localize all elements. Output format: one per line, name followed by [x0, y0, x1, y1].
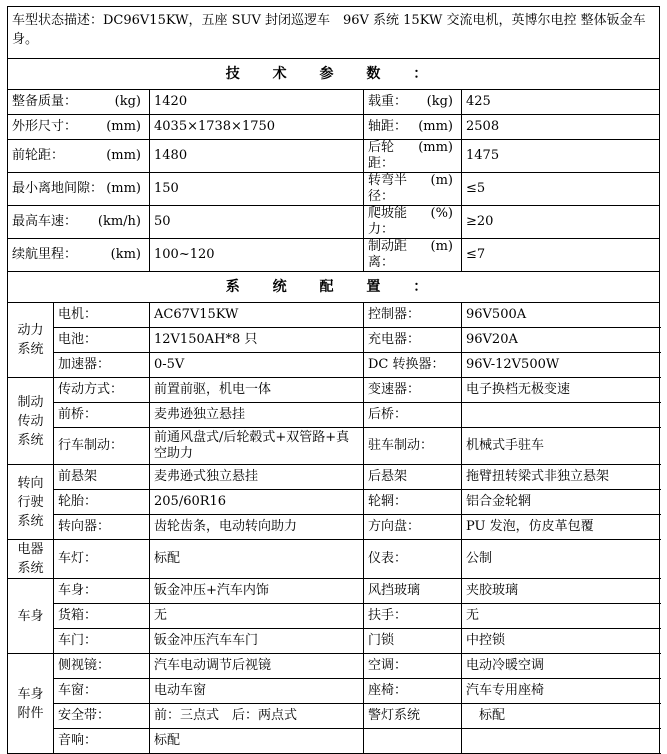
tech-param-label-wrap [368, 119, 457, 135]
tech-param-value: 150 [150, 173, 364, 206]
config-value: 机械式手驻车 [462, 428, 660, 465]
config-label: 加速器： [54, 353, 150, 378]
config-label: 后桥： [364, 403, 462, 428]
tech-param-label-wrap [12, 119, 145, 135]
config-value: AC67V15KW [150, 303, 364, 328]
config-label: 扶手： [364, 604, 462, 629]
tech-param-label-cell [8, 206, 150, 239]
config-label: 行车制动： [54, 428, 150, 465]
tech-param-label-cell [364, 239, 462, 272]
config-label: DC 转换器： [364, 353, 462, 378]
config-value: 无 [150, 604, 364, 629]
tech-param-value: ≤5 [462, 173, 660, 206]
config-row [8, 679, 660, 704]
config-value: 夹胶玻璃 [462, 579, 660, 604]
config-label: 侧视镜： [54, 654, 150, 679]
tech-param-label: 爬坡能力： [368, 206, 408, 237]
config-label: 音响： [54, 729, 150, 754]
tech-param-unit: (mm) [418, 140, 453, 155]
config-group-name: 车身 [8, 579, 54, 654]
spec-document [7, 6, 659, 754]
config-value: 205/60R16 [150, 490, 364, 515]
config-label: 轮胎： [54, 490, 150, 515]
tech-param-unit: (km/h) [97, 214, 141, 229]
config-row [8, 604, 660, 629]
config-label: 空调： [364, 654, 462, 679]
config-label [364, 729, 462, 754]
config-label: 转向器： [54, 515, 150, 540]
spec-table-body [8, 7, 660, 754]
config-label: 后悬架 [364, 465, 462, 490]
config-row [8, 515, 660, 540]
config-group-name: 动力 系统 [8, 303, 54, 378]
tech-param-value: 2508 [462, 115, 660, 140]
tech-param-label-cell [364, 140, 462, 173]
tech-param-label-wrap [368, 173, 457, 205]
config-label: 变速器： [364, 378, 462, 403]
config-value: 96V20A [462, 328, 660, 353]
spec-table [7, 6, 660, 754]
tech-param-label-wrap [368, 239, 457, 271]
config-label: 传动方式： [54, 378, 150, 403]
config-value: 汽车电动调节后视镜 [150, 654, 364, 679]
config-label: 车门： [54, 629, 150, 654]
tech-param-row [8, 140, 660, 173]
config-label: 前桥： [54, 403, 150, 428]
tech-param-label-wrap [12, 247, 145, 263]
config-row [8, 540, 660, 579]
config-label: 驻车制动： [364, 428, 462, 465]
tech-param-label-wrap [12, 181, 145, 197]
config-value [462, 403, 660, 428]
tech-param-label-cell [8, 140, 150, 173]
tech-param-label-wrap [368, 94, 457, 110]
config-value: 钣金冲压+汽车内饰 [150, 579, 364, 604]
config-value: 麦弗逊独立悬挂 [150, 403, 364, 428]
tech-param-label-cell [8, 239, 150, 272]
config-value: 前通风盘式/后轮毂式+双管路+真空助力 [150, 428, 364, 465]
config-row [8, 704, 660, 729]
tech-param-label-cell [364, 90, 462, 115]
tech-param-unit: (mm) [106, 148, 141, 163]
tech-param-unit: (mm) [106, 181, 141, 196]
config-label: 安全带： [54, 704, 150, 729]
config-row [8, 328, 660, 353]
config-value: 标配 [150, 540, 364, 579]
config-value: 标配 [150, 729, 364, 754]
tech-param-label: 前轮距： [12, 148, 65, 163]
tech-param-value: 1475 [462, 140, 660, 173]
config-group-name: 电器 系统 [8, 540, 54, 579]
config-label: 车灯： [54, 540, 150, 579]
config-row [8, 403, 660, 428]
tech-param-row [8, 206, 660, 239]
tech-param-label: 外形尺寸： [12, 119, 78, 134]
config-value: 0-5V [150, 353, 364, 378]
config-row [8, 729, 660, 754]
config-label: 前悬架 [54, 465, 150, 490]
config-label: 门锁 [364, 629, 462, 654]
tech-param-unit: (m) [430, 239, 453, 254]
tech-param-label-cell [8, 173, 150, 206]
config-label: 轮辋： [364, 490, 462, 515]
config-value: 12V150AH*8 只 [150, 328, 364, 353]
config-value: 电动冷暖空调 [462, 654, 660, 679]
config-value: 无 [462, 604, 660, 629]
config-value: PU 发泡，仿皮革包覆 [462, 515, 660, 540]
config-row [8, 353, 660, 378]
tech-param-unit: (kg) [426, 94, 453, 109]
tech-param-label-wrap [12, 94, 145, 110]
config-label: 货箱： [54, 604, 150, 629]
config-value: 齿轮齿条，电动转向助力 [150, 515, 364, 540]
tech-param-label: 最高车速： [12, 214, 78, 229]
tech-param-value: 100~120 [150, 239, 364, 272]
tech-param-row [8, 173, 660, 206]
config-label: 电机： [54, 303, 150, 328]
config-row [8, 465, 660, 490]
config-value: 钣金冲压汽车车门 [150, 629, 364, 654]
tech-param-row [8, 90, 660, 115]
tech-param-label: 后轮距： [368, 140, 395, 171]
config-value: 标配 [462, 704, 660, 729]
config-row [8, 303, 660, 328]
tech-param-label-wrap [12, 214, 145, 230]
tech-param-label: 转弯半径： [368, 173, 408, 204]
config-value: 电动车窗 [150, 679, 364, 704]
tech-param-unit: (%) [430, 206, 453, 221]
tech-param-unit: (mm) [106, 119, 141, 134]
tech-param-value: ≤7 [462, 239, 660, 272]
tech-param-label: 轴距： [368, 119, 408, 134]
tech-param-label: 载重： [368, 94, 408, 109]
config-label: 车窗： [54, 679, 150, 704]
tech-param-unit: (m) [430, 173, 453, 188]
tech-param-label-cell [8, 115, 150, 140]
config-row [8, 629, 660, 654]
config-label: 座椅： [364, 679, 462, 704]
config-value: 电子换档无极变速 [462, 378, 660, 403]
tech-param-label-cell [364, 173, 462, 206]
config-value: 麦弗逊式独立悬挂 [150, 465, 364, 490]
tech-param-label: 续航里程： [12, 247, 78, 262]
config-value: 公制 [462, 540, 660, 579]
config-value [462, 729, 660, 754]
tech-param-value: ≥20 [462, 206, 660, 239]
tech-param-label: 最小离地间隙： [12, 181, 104, 196]
config-value: 前置前驱，机电一体 [150, 378, 364, 403]
tech-param-value: 50 [150, 206, 364, 239]
tech-param-label-cell [364, 206, 462, 239]
config-row [8, 428, 660, 465]
tech-param-label-cell [8, 90, 150, 115]
config-value: 前：三点式 后：两点式 [150, 704, 364, 729]
config-row [8, 654, 660, 679]
tech-param-unit: (mm) [418, 119, 453, 134]
config-row [8, 490, 660, 515]
tech-param-label-wrap [368, 206, 457, 238]
config-label: 车身： [54, 579, 150, 604]
config-value: 96V500A [462, 303, 660, 328]
tech-param-value: 425 [462, 90, 660, 115]
config-group-name: 车身 附件 [8, 654, 54, 754]
config-label: 方向盘： [364, 515, 462, 540]
config-value: 拖臂扭转梁式非独立悬架 [462, 465, 660, 490]
config-label: 控制器： [364, 303, 462, 328]
tech-param-value: 4035×1738×1750 [150, 115, 364, 140]
sys-config-title-row [8, 272, 660, 303]
tech-param-value: 1420 [150, 90, 364, 115]
tech-param-unit: (km) [110, 247, 141, 262]
config-label: 仪表： [364, 540, 462, 579]
config-row [8, 579, 660, 604]
tech-param-label-wrap [368, 140, 457, 172]
tech-param-label: 整备质量： [12, 94, 78, 109]
tech-param-row [8, 115, 660, 140]
tech-param-label: 制动距离： [368, 239, 408, 270]
tech-params-title: 技 术 参 数 ： [8, 59, 660, 90]
config-label: 电池： [54, 328, 150, 353]
config-value: 96V-12V500W [462, 353, 660, 378]
config-value: 中控锁 [462, 629, 660, 654]
config-group-name: 转向 行驶 系统 [8, 465, 54, 540]
config-label: 警灯系统 [364, 704, 462, 729]
config-value: 铝合金轮辋 [462, 490, 660, 515]
tech-param-label-cell [364, 115, 462, 140]
config-row [8, 378, 660, 403]
tech-param-label-wrap [12, 148, 145, 164]
tech-param-value: 1480 [150, 140, 364, 173]
config-value: 汽车专用座椅 [462, 679, 660, 704]
vehicle-description: 车型状态描述：DC96V15KW，五座 SUV 封闭巡逻车 96V 系统 15KW 交流电机，英博尔电控 整体钣金车身。 [8, 7, 660, 59]
config-group-name: 制动 传动 系统 [8, 378, 54, 465]
tech-param-unit: (kg) [114, 94, 141, 109]
config-label: 风挡玻璃 [364, 579, 462, 604]
tech-param-row [8, 239, 660, 272]
config-label: 充电器： [364, 328, 462, 353]
sys-config-title: 系 统 配 置 ： [8, 272, 660, 303]
